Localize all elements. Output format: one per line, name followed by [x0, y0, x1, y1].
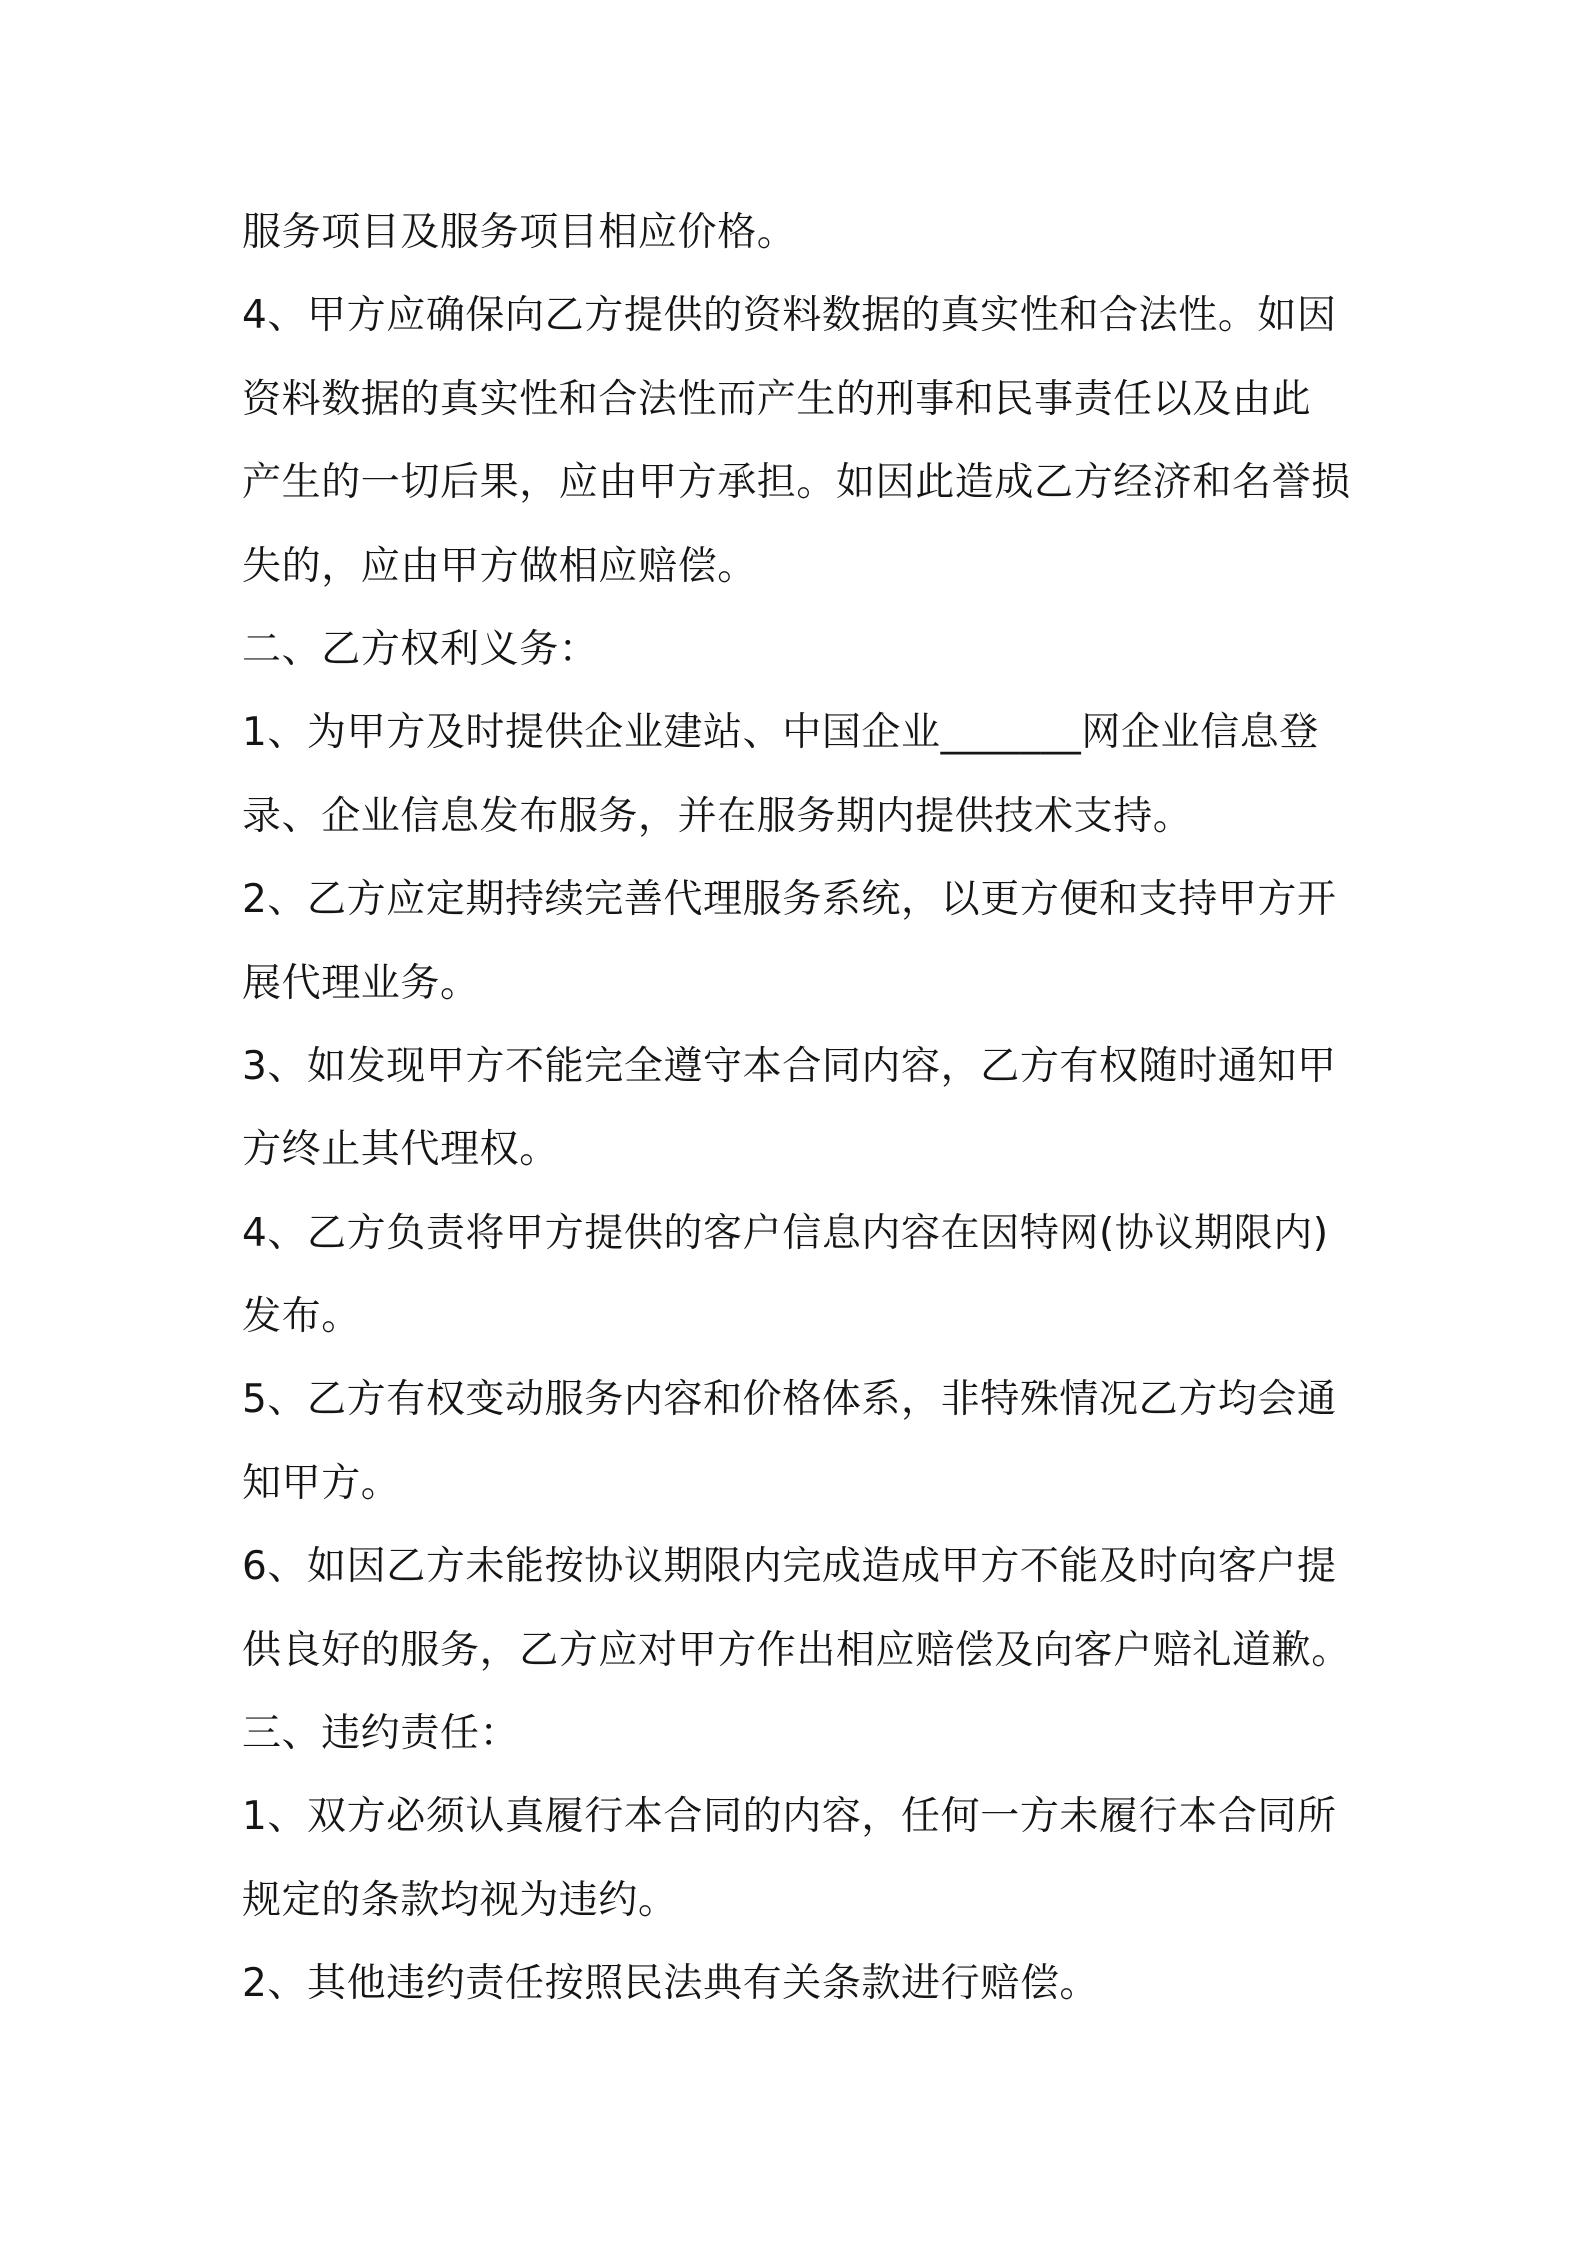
text-line: 供良好的服务，乙方应对甲方作出相应赔偿及向客户赔礼道歉。 — [242, 1627, 1351, 1673]
text-line: 1、为甲方及时提供企业建站、中国企业_______网企业信息登 — [242, 710, 1319, 756]
text-line: 失的，应由甲方做相应赔偿。 — [242, 543, 757, 589]
text-line: 展代理业务。 — [242, 960, 480, 1006]
text-line: 录、企业信息发布服务，并在服务期内提供技术支持。 — [242, 793, 1193, 839]
text-line: 4、乙方负责将甲方提供的客户信息内容在因特网(协议期限内) — [242, 1210, 1329, 1256]
text-line: 5、乙方有权变动服务内容和价格体系，非特殊情况乙方均会通 — [242, 1377, 1337, 1423]
section-heading: 二、乙方权利义务： — [242, 626, 599, 672]
text-line: 规定的条款均视为违约。 — [242, 1877, 678, 1923]
text-line: 6、如因乙方未能按协议期限内完成造成甲方不能及时向客户提 — [242, 1544, 1337, 1590]
text-line: 1、双方必须认真履行本合同的内容，任何一方未履行本合同所 — [242, 1794, 1337, 1840]
document-body — [242, 191, 1362, 2026]
section-heading: 三、违约责任： — [242, 1711, 520, 1757]
text-line: 产生的一切后果，应由甲方承担。如因此造成乙方经济和名誉损 — [242, 460, 1351, 506]
text-line: 3、如发现甲方不能完全遵守本合同内容，乙方有权随时通知甲 — [242, 1043, 1337, 1089]
text-line: 服务项目及服务项目相应价格。 — [242, 210, 797, 255]
text-line: 2、其他违约责任按照民法典有关条款进行赔偿。 — [242, 1961, 1100, 2007]
text-line: 4、甲方应确保向乙方提供的资料数据的真实性和合法性。如因 — [242, 293, 1337, 339]
text-line: 发布。 — [242, 1294, 361, 1340]
text-line: 方终止其代理权。 — [242, 1127, 559, 1173]
text-line: 资料数据的真实性和合法性而产生的刑事和民事责任以及由此 — [242, 376, 1312, 422]
text-line: 知甲方。 — [242, 1460, 401, 1506]
text-line: 2、乙方应定期持续完善代理服务系统，以更方便和支持甲方开 — [242, 877, 1337, 923]
